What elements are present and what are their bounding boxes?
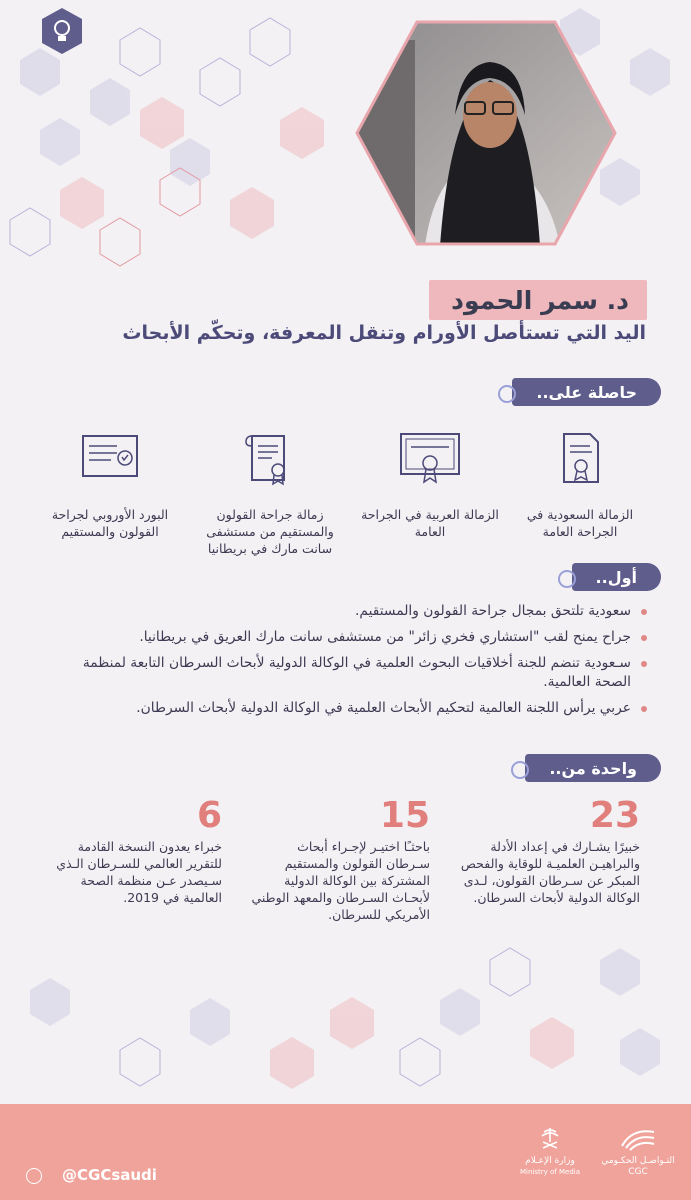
cgc-logo (598, 1126, 678, 1178)
cgc-en: CGC (628, 1167, 648, 1177)
portrait-image (355, 20, 617, 246)
palm-swords-icon (538, 1126, 562, 1152)
ministry-logo (520, 1126, 580, 1178)
credential-label: الزمالة العربية في الجراحة العامة (361, 507, 499, 539)
credential-item (35, 430, 185, 540)
credentials-heading (512, 378, 661, 406)
person-name: د. سمر الحمود (429, 280, 647, 320)
stat-number: 6 (196, 795, 222, 836)
page-subtitle: اليد التي تستأصل الأورام وتنقل المعرفة، وتحكّم الأبحاث (122, 322, 646, 344)
list-item: جراح يمنح لقب "استشاري فخري زائر" من مستشفى سانت مارك العريق في بريطانيا. (47, 628, 647, 647)
cgc-ar: التـواصـل الحكـومي (601, 1156, 675, 1166)
one-of-title: واحدة من.. (549, 758, 637, 778)
firsts-list (47, 602, 647, 725)
credential-label: زمالة جراحة القولون والمستقيم من مستشفى سانت مارك في بريطانيا (206, 507, 334, 556)
diploma-icon (77, 430, 143, 492)
stat-text: باحثـًا اختيـر لإجـراء أبحاث سـرطان القولون والمستقيم المشتركة بين الوكالة الدولية لأبحـاث السـرطان والمعهد الوطني الأمريكي للسرطان. (251, 839, 430, 922)
credential-item (195, 430, 345, 557)
credential-label: البورد الأوروبي لجراحة القولون والمستقيم (51, 507, 169, 539)
ministry-en: Ministry of Media (520, 1168, 580, 1176)
stat-text: خبيرًا يشـارك في إعداد الأدلة والبراهيـن العلميـة للوقاية والفحص المبكر عن سـرطان القولون، لـدى الوكالة الدولية لأبحاث السرطان. (460, 839, 640, 905)
certificate-icon (550, 430, 610, 492)
handle-text: @CGCsaudi (62, 1166, 157, 1184)
stat-block (250, 796, 430, 923)
list-item: سعودية تلتحق بمجال جراحة القولون والمستقيم. (47, 602, 647, 621)
one-of-heading (525, 754, 661, 782)
firsts-title: أول.. (595, 567, 637, 587)
credential-label: الزمالة السعودية في الجراحة العامة (526, 507, 634, 539)
list-item: عربي يرأس اللجنة العالمية لتحكيم الأبحاث العلمية في الوكالة الدولية لأبحاث السرطان. (47, 699, 647, 718)
list-item: سـعودية تنضم للجنة أخلاقيات البحوث العلمية في الوكالة الدولية لأبحاث السرطان التابعة لمنظمة الصحة العالمية. (47, 654, 647, 692)
bulb-badge-icon (38, 6, 86, 56)
cgc-wave-icon (618, 1126, 658, 1152)
youtube-icon[interactable] (26, 1168, 42, 1184)
ministry-ar: وزارة الإعـلام (525, 1156, 575, 1166)
firsts-heading (572, 563, 661, 591)
social-handle[interactable] (62, 1166, 157, 1184)
stat-number: 15 (379, 795, 430, 836)
footer (0, 1104, 691, 1200)
stat-number: 23 (589, 795, 640, 836)
scroll-certificate-icon (240, 430, 300, 492)
stat-block (460, 796, 640, 906)
credentials-title: حاصلة على.. (536, 382, 637, 402)
framed-certificate-icon (397, 430, 463, 492)
credential-item (505, 430, 655, 540)
credential-item (355, 430, 505, 540)
stat-block (42, 796, 222, 906)
stat-text: خبراء يعدون النسخة القادمة للتقرير العالمي للسـرطان الـذي سـيصدر عـن منظمة الصحة العالمية في 2019. (56, 839, 222, 905)
